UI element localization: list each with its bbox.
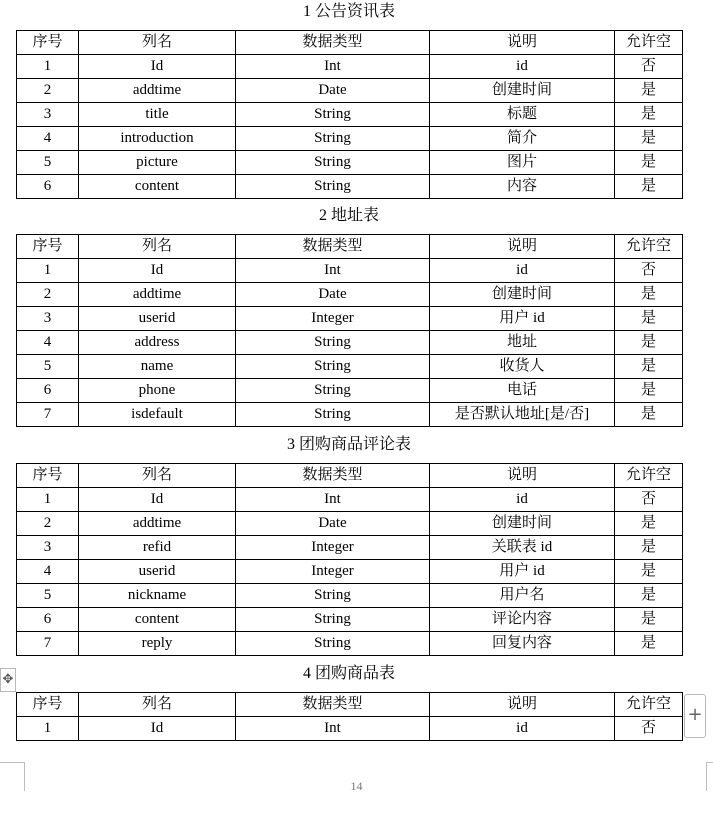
table-cell: 3 <box>17 307 79 331</box>
table-cell: Integer <box>236 307 430 331</box>
table-cell: 否 <box>615 488 683 512</box>
table-cell: id <box>430 259 615 283</box>
table-cell: userid <box>79 307 236 331</box>
header-cell: 列名 <box>79 464 236 488</box>
table-cell: 7 <box>17 632 79 656</box>
table-caption-4: 4 团购商品表 <box>302 665 395 682</box>
table-cell: 6 <box>17 175 79 199</box>
table-cell: 是 <box>615 632 683 656</box>
table-row <box>17 355 683 379</box>
table-group-buy-review <box>16 463 683 656</box>
table-cell: String <box>236 127 430 151</box>
table-row <box>17 259 683 283</box>
table-cell: content <box>79 608 236 632</box>
table-cell: 用户 id <box>430 560 615 584</box>
table-cell: 内容 <box>430 175 615 199</box>
table-cell: 用户名 <box>430 584 615 608</box>
table-cell: introduction <box>79 127 236 151</box>
table-cell: 1 <box>17 55 79 79</box>
page-number: 14 <box>350 779 363 793</box>
table-cell: String <box>236 103 430 127</box>
table-cell: String <box>236 175 430 199</box>
table-cell: id <box>430 55 615 79</box>
table-cell: 图片 <box>430 151 615 175</box>
table-row <box>17 151 683 175</box>
table-cell: addtime <box>79 512 236 536</box>
table-row <box>17 560 683 584</box>
table-cell: 是 <box>615 403 683 427</box>
table-cell: 4 <box>17 331 79 355</box>
table-cell: title <box>79 103 236 127</box>
table-cell: 3 <box>17 536 79 560</box>
table-cell: 2 <box>17 79 79 103</box>
table-cell: 是 <box>615 151 683 175</box>
table-row <box>17 379 683 403</box>
header-cell: 序号 <box>17 464 79 488</box>
table-cell: addtime <box>79 283 236 307</box>
header-cell: 列名 <box>79 235 236 259</box>
header-cell: 说明 <box>430 235 615 259</box>
table-cell: 1 <box>17 717 79 741</box>
table-cell: String <box>236 151 430 175</box>
header-cell: 说明 <box>430 464 615 488</box>
table-cell: 地址 <box>430 331 615 355</box>
table-cell: userid <box>79 560 236 584</box>
table-cell: 6 <box>17 379 79 403</box>
table-row <box>17 175 683 199</box>
table-cell: Id <box>79 488 236 512</box>
table-cell: Int <box>236 717 430 741</box>
table-cell: 5 <box>17 151 79 175</box>
table-cell: Int <box>236 488 430 512</box>
table-cell: Integer <box>236 560 430 584</box>
table-cell: 是 <box>615 283 683 307</box>
table-cell: 2 <box>17 283 79 307</box>
table-cell: content <box>79 175 236 199</box>
table-cell: reply <box>79 632 236 656</box>
table-row <box>17 584 683 608</box>
header-cell: 允许空 <box>615 31 683 55</box>
table-header-row <box>17 31 683 55</box>
table-cell: id <box>430 717 615 741</box>
table-caption-3: 3 团购商品评论表 <box>286 436 411 453</box>
table-cell: 7 <box>17 403 79 427</box>
header-cell: 列名 <box>79 31 236 55</box>
table-cell: 创建时间 <box>430 283 615 307</box>
table-cell: String <box>236 331 430 355</box>
header-cell: 数据类型 <box>236 235 430 259</box>
table-cell: String <box>236 379 430 403</box>
table-row <box>17 512 683 536</box>
table-cell: 创建时间 <box>430 79 615 103</box>
header-cell: 列名 <box>79 693 236 717</box>
table-cell: 是 <box>615 127 683 151</box>
table-cell: Int <box>236 259 430 283</box>
table-row <box>17 283 683 307</box>
table-cell: isdefault <box>79 403 236 427</box>
table-cell: refid <box>79 536 236 560</box>
table-caption-1: 1 公告资讯表 <box>302 3 395 20</box>
table-row <box>17 55 683 79</box>
header-cell: 序号 <box>17 693 79 717</box>
table-cell: 是 <box>615 560 683 584</box>
table-row <box>17 103 683 127</box>
table-cell: 简介 <box>430 127 615 151</box>
header-cell: 序号 <box>17 235 79 259</box>
table-row <box>17 536 683 560</box>
table-cell: 回复内容 <box>430 632 615 656</box>
table-cell: 是 <box>615 608 683 632</box>
table-cell: 4 <box>17 560 79 584</box>
header-cell: 数据类型 <box>236 693 430 717</box>
table-cell: 标题 <box>430 103 615 127</box>
table-cell: nickname <box>79 584 236 608</box>
table-cell: 是 <box>615 379 683 403</box>
header-cell: 允许空 <box>615 464 683 488</box>
table-header-row <box>17 693 683 717</box>
table-cell: 5 <box>17 355 79 379</box>
table-row <box>17 608 683 632</box>
table-cell: addtime <box>79 79 236 103</box>
table-cell: String <box>236 608 430 632</box>
header-cell: 数据类型 <box>236 31 430 55</box>
table-cell: 是 <box>615 331 683 355</box>
table-row <box>17 127 683 151</box>
table-row <box>17 307 683 331</box>
table-cell: 否 <box>615 55 683 79</box>
table-cell: address <box>79 331 236 355</box>
header-cell: 序号 <box>17 31 79 55</box>
move-cross-icon[interactable]: ✥ <box>0 668 16 692</box>
table-cell: String <box>236 355 430 379</box>
table-cell: 是否默认地址[是/否] <box>430 403 615 427</box>
table-row <box>17 632 683 656</box>
table-cell: name <box>79 355 236 379</box>
header-cell: 允许空 <box>615 693 683 717</box>
table-row <box>17 403 683 427</box>
table-header-row <box>17 235 683 259</box>
table-cell: 电话 <box>430 379 615 403</box>
table-cell: 是 <box>615 584 683 608</box>
header-cell: 数据类型 <box>236 464 430 488</box>
table-cell: 4 <box>17 127 79 151</box>
table-cell: Date <box>236 512 430 536</box>
table-cell: 是 <box>615 307 683 331</box>
table-cell: String <box>236 632 430 656</box>
table-cell: Id <box>79 55 236 79</box>
table-cell: 是 <box>615 79 683 103</box>
table-cell: Int <box>236 55 430 79</box>
table-cell: 收货人 <box>430 355 615 379</box>
table-address <box>16 234 683 427</box>
table-cell: 是 <box>615 355 683 379</box>
table-cell: Date <box>236 79 430 103</box>
table-cell: 是 <box>615 175 683 199</box>
table-cell: Date <box>236 283 430 307</box>
table-cell: 5 <box>17 584 79 608</box>
table-cell: 否 <box>615 259 683 283</box>
table-header-row <box>17 464 683 488</box>
table-cell: 是 <box>615 536 683 560</box>
table-cell: 创建时间 <box>430 512 615 536</box>
table-cell: 关联表 id <box>430 536 615 560</box>
table-cell: 评论内容 <box>430 608 615 632</box>
table-cell: 用户 id <box>430 307 615 331</box>
table-row <box>17 488 683 512</box>
table-cell: String <box>236 403 430 427</box>
table-row <box>17 79 683 103</box>
table-cell: 是 <box>615 512 683 536</box>
header-cell: 说明 <box>430 31 615 55</box>
table-cell: picture <box>79 151 236 175</box>
table-cell: 否 <box>615 717 683 741</box>
table-row <box>17 331 683 355</box>
table-cell: 1 <box>17 259 79 283</box>
table-cell: 1 <box>17 488 79 512</box>
header-cell: 说明 <box>430 693 615 717</box>
table-cell: Id <box>79 259 236 283</box>
table-row <box>17 717 683 741</box>
table-cell: 2 <box>17 512 79 536</box>
table-cell: Id <box>79 717 236 741</box>
table-cell: id <box>430 488 615 512</box>
table-cell: 3 <box>17 103 79 127</box>
table-cell: 是 <box>615 103 683 127</box>
table-group-buy-product <box>16 692 683 741</box>
table-cell: 6 <box>17 608 79 632</box>
header-cell: 允许空 <box>615 235 683 259</box>
table-cell: phone <box>79 379 236 403</box>
table-cell: Integer <box>236 536 430 560</box>
table-cell: String <box>236 584 430 608</box>
table-notice <box>16 30 683 199</box>
table-caption-2: 2 地址表 <box>318 207 379 224</box>
plus-icon[interactable]: + <box>684 694 706 738</box>
